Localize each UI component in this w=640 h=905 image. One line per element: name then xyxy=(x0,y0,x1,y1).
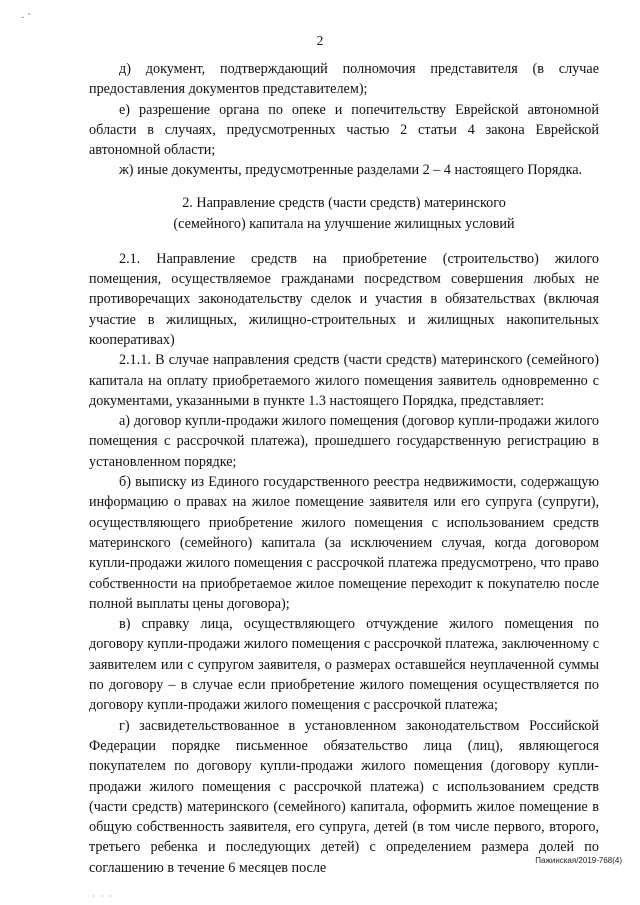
section-heading-line1: 2. Направление средств (части средств) материнского xyxy=(182,194,506,211)
section-heading-line2: (семейного) капитала на улучшение жилищных условий xyxy=(173,215,515,232)
section-heading xyxy=(89,193,599,235)
paragraph-b: б) выписку из Единого государственного реестра недвижимости, содержащую информацию о правах на жилое помещение заявителя или его супруга (супруги), осуществляющего приобретение жилого помещения с использованием средств материнского (семейного) капитала (за исключением случая, когда договором купли-продажи жилого помещения с рассрочкой платежа предусмотрено, что право собственности на приобретаемое жилое помещение переходит к покупателю после полной выплаты цены договора); xyxy=(89,474,599,612)
paragraph-v: в) справку лица, осуществляющего отчуждение жилого помещения по договору купли-продажи жилого помещения с рассрочкой платежа, заключенному с заявителем или с супругом заявителя, о размерах оставшейся неуплаченной суммы по договору – в случае если приобретение жилого помещения осуществляется по договору купли-продажи жилого помещения с рассрочкой платежа; xyxy=(89,616,599,714)
bottom-mark: · · · xyxy=(92,892,114,901)
page-number: 2 xyxy=(316,33,324,48)
paragraph-d: д) документ, подтверждающий полномочия представителя (в случае предоставления документов представителем); xyxy=(89,61,599,98)
paragraph-e: е) разрешение органа по опеке и попечительству Еврейской автономной области в случаях, предусмотренных частью 2 статьи 4 закона Еврейской автономной области; xyxy=(89,101,599,159)
document-body xyxy=(89,59,599,878)
paragraph-a: а) договор купли-продажи жилого помещения (договор купли-продажи жилого помещения с рассрочкой платежа), прошедшего государственную регистрацию в установленном порядке; xyxy=(89,413,599,470)
footer-document-code: Пажинская/2019-768(4) xyxy=(535,856,622,865)
paragraph-2-1-1: 2.1.1. В случае направления средств (части средств) материнского (семейного) капитала на оплату приобретаемого жилого помещения заявитель одновременно с документами, указанными в пункте 1.3 настоящего Порядка, представляет: xyxy=(89,352,599,409)
paragraph-g: г) засвидетельствованное в установленном законодательством Российской Федерации порядке письменное обязательство лица (лиц), являющегося покупателем по договору купли-продажи жилого помещения (договору купли-продажи жилого помещения с рассрочкой платежа) с использованием средств (части средств) материнского (семейного) капитала, оформить жилое помещение в общую собственность заявителя, его супруга, детей (в том числе первого, второго, третьего ребенка и последующих детей) с определением размера долей по соглашению в течение 6 месяцев после xyxy=(89,717,599,876)
paragraph-zh: ж) иные документы, предусмотренные разделами 2 – 4 настоящего Порядка. xyxy=(119,162,583,179)
paragraph-2-1: 2.1. Направление средств на приобретение (строительство) жилого помещения, осуществляемое гражданами посредством совершения любых не противоречащих законодательству сделок и участия в обязательствах (включая участие в жилищных, жилищно-строительных и жилищных накопительных кооперативах) xyxy=(89,250,599,348)
corner-mark: · ` xyxy=(21,12,32,24)
